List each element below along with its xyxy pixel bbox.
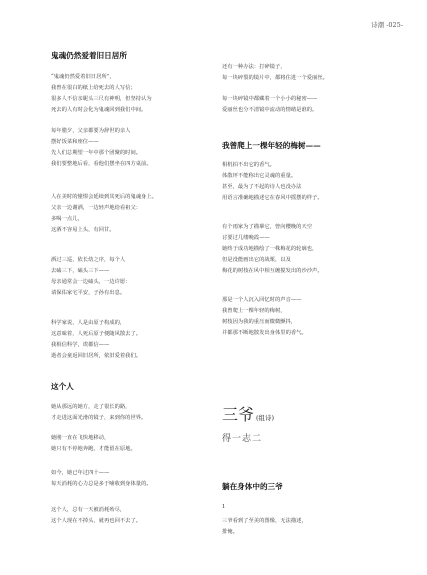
poem-line: 多喝一点儿， xyxy=(51,216,83,222)
stanza xyxy=(51,505,141,527)
poem-title: 躺在身体中的三爷 xyxy=(222,482,283,491)
poem-title: 鬼魂仍然爱着旧日居所 xyxy=(51,51,127,60)
stanza xyxy=(222,516,307,538)
section-title xyxy=(222,402,274,425)
poem-line: 那是一个人沉入回忆时的声音—— xyxy=(222,297,302,303)
stanza xyxy=(51,255,130,299)
poem-line: 人在美时的憧憬会延续到其死后的鬼魂身上。 xyxy=(51,194,157,200)
poem-line: 相机拍不出它的香气。 xyxy=(222,162,275,168)
poem-line: 科学家说，人是由原子构成的， xyxy=(51,320,126,326)
poem-line: 用语言准确地描述它在春风中摇摆的样子。 xyxy=(222,195,323,201)
poem-line: 排俺。 xyxy=(222,529,238,535)
poem-title: 这个人 xyxy=(51,382,74,391)
stanza xyxy=(51,192,157,236)
poem-line: 她只有不停地奔跑，才能留在原地。 xyxy=(51,446,136,452)
poem-line: 父亲一边谢酒，一边轻声地给看祖父： xyxy=(51,205,142,211)
poem-line: 请保佑家宅平安，子孙有出息。 xyxy=(51,290,126,296)
stanza xyxy=(222,94,317,116)
poem-line: 这意味着，人死后原子便随风散去了。 xyxy=(51,331,142,337)
poem-line: 我相信科学，诶都信—— xyxy=(51,342,110,348)
poem-line: “鬼魂仍然爱着旧日居所”， xyxy=(51,74,115,80)
stanza xyxy=(51,318,141,362)
poem-line: 甚至，最为了不起的诗人也没办法 xyxy=(222,184,302,190)
section-subtitle: (组诗) xyxy=(256,414,275,422)
poem-line: 我们要整地后看，看他们摆坐在四方桌前。 xyxy=(51,161,152,167)
stanza xyxy=(222,295,307,339)
poem-line: 三爷看到了至美的图像，无法描述， xyxy=(222,518,307,524)
poem-line: 这个人现在不掉头，就再也回不去了。 xyxy=(51,518,142,524)
poem-line: 爱丽丝也分不清镜中流动的情绪是谁的。 xyxy=(222,107,318,113)
poem-line: 每天消耗的心力总是多于哺收到身体量的。 xyxy=(51,481,152,487)
poem-line: 去磕三下，磕头三下—— xyxy=(51,268,110,274)
stanza xyxy=(222,160,323,204)
poem-line: 这酒不容易上头，有回甘。 xyxy=(51,227,115,233)
poem-line: 死去的人有时会化为鬼魂回到我们中间。 xyxy=(51,107,147,113)
poem-line: 她终于成功地描绘了一株梅花的轮廓也， xyxy=(222,246,318,252)
poem-line: 她刚一直在飞快地移动， xyxy=(51,435,110,441)
author-signature: 得一志二 xyxy=(222,434,263,444)
poem-line: 体散坪不能称出它灵魂的重量。 xyxy=(222,173,297,179)
poem-line: 梅花的树枝在风中相互缠搅发出的沙沙声。 xyxy=(222,268,323,274)
poem-line: 每年腊夕，父亲都要为辞世的亲人 xyxy=(51,128,131,134)
stanza xyxy=(51,72,152,116)
poem-line: 还有一种办法：打碎镜子， xyxy=(222,64,286,70)
page-header: 诗潮 -025- xyxy=(371,21,403,29)
poem-line: 如今，她已年过四十—— xyxy=(51,470,110,476)
stanza xyxy=(51,433,136,455)
poem-line: 有个雨家为了描摹它，曾向樱晚的天空 xyxy=(222,224,313,230)
poem-line: 我曾爬上一棵年轻的梅树， xyxy=(222,308,286,314)
poem-line: 但是没能画出它的战栗，以及 xyxy=(222,257,291,263)
poem-line: 酒过三巡，依长幼之序，每个人 xyxy=(51,257,126,263)
poem-line: 她从那远的她方，走了很长的路， xyxy=(51,404,131,410)
poem-line: 并都那不断地散发出身体里的香气。 xyxy=(222,330,307,336)
poem-line: 每一块碎裂的镜片中，都将住进一个爱丽丝。 xyxy=(222,75,328,81)
poem-line: 很多人不信亲昵头三尺有神明，但坚持认为 xyxy=(51,96,152,102)
poem-line: 摆好饭菜和座位—— xyxy=(51,139,99,145)
poem-line: 才走进这面光滑的镜子，来到你的世界。 xyxy=(51,415,147,421)
stanza-number: 1 xyxy=(222,504,226,510)
poem-line: 树枝因为我的重压而微微颤抖， xyxy=(222,319,297,325)
poem-line: 讨要过几缕晚霞—— xyxy=(222,235,270,241)
section-title-text: 三爷 xyxy=(222,405,255,424)
stanza xyxy=(51,126,152,170)
poem-line: 母亲通常会一边磕头，一边许愿： xyxy=(51,279,131,285)
poem-line: 先人们总期望一年中那个团聚的时间。 xyxy=(51,150,142,156)
poem-line: 我曾在很白的纸上给死去的人写信； xyxy=(51,85,136,91)
stanza xyxy=(222,222,323,277)
poem-line: 逝者会童返回旧居所，依旧爱着我们。 xyxy=(51,353,142,359)
poem-line: 这个人，总有一天被消耗殆尽， xyxy=(51,507,126,513)
poem-title: 我曾爬上一棵年轻的梅树—— xyxy=(222,141,321,150)
stanza xyxy=(51,402,146,424)
stanza xyxy=(222,62,328,84)
stanza xyxy=(51,468,152,490)
poem-line: 每一块碎镜中都藏着一个小小的秘密—— xyxy=(222,96,318,102)
